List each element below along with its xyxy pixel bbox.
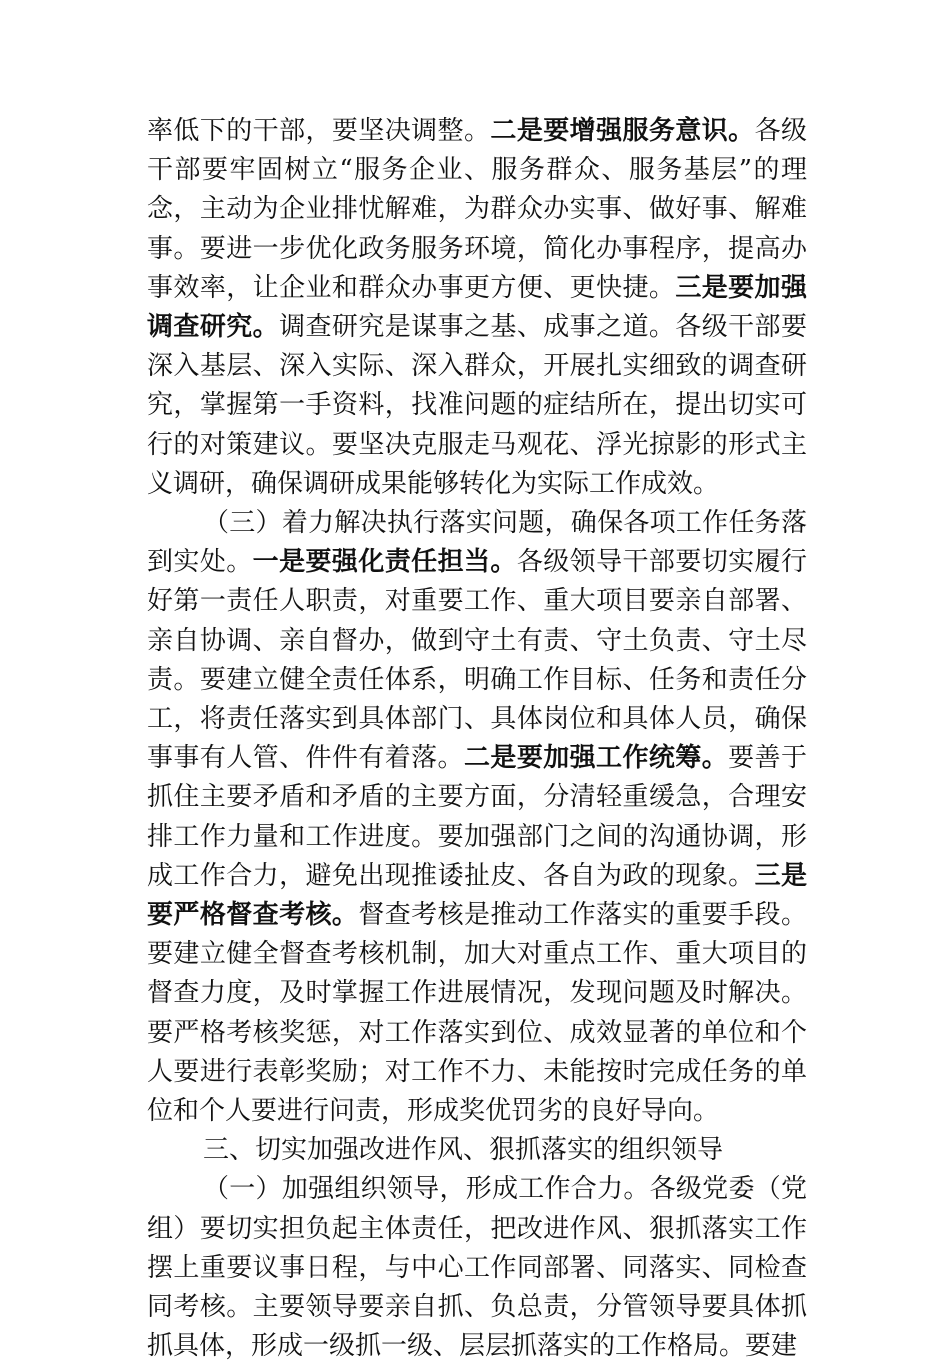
text-run: 率低下的干部，要坚决调整。 (147, 116, 491, 146)
text-run: 各级领导干部要切实履行好第一责任人职责，对重要工作、重大项目要亲自部署、亲自协调、亲自督办，做到守土有责、守土负责、守土尽责。要建立健全责任体系，明确工作目标、任务和责任分工，将责任落实到具体部门、具体岗位和具体人员，确保事事有人管、件件有着落。 (147, 547, 807, 774)
bold-heading-run: 二是要加强工作统筹。 (463, 743, 729, 774)
paragraph-1 (147, 112, 807, 504)
paragraph-3 (147, 1170, 807, 1366)
bold-heading-run: 二是要增强服务意识。 (490, 116, 755, 146)
text-run: 各级干部要牢固树立“服务企业、服务群众、服务基层”的理念，主动为企业排忧解难，为群众办实事、做好事、解难事。要进一步优化政务服务环境，简化办事程序，提高办事效率，让企业和群众办事更方便、更快捷。 (147, 116, 807, 303)
bold-heading-run: 三是要严格督查考核。 (147, 860, 807, 931)
document-page (147, 112, 807, 1367)
section-heading (147, 1131, 807, 1170)
bold-heading-run: 三是要加强调查研究。 (147, 272, 807, 343)
text-run: 调查研究是谋事之基、成事之道。各级干部要深入基层、深入实际、深入群众，开展扎实细致的调查研究，掌握第一手资料，找准问题的症结所在，提出切实可行的对策建议。要坚决克服走马观花、浮光掠影的形式主义调研，确保调研成果能够转化为实际工作成效。 (147, 312, 807, 499)
paragraph-2 (147, 504, 807, 1131)
bold-heading-run: 一是要强化责任担当。 (252, 547, 517, 578)
text-run: 要善于抓住主要矛盾和矛盾的主要方面，分清轻重缓急，合理安排工作力量和工作进度。要加强部门之间的沟通协调，形成工作合力，避免出现推诿扯皮、各自为政的现象。 (147, 743, 807, 891)
text-run: （一）加强组织领导，形成工作合力。各级党委（党组）要切实担负起主体责任，把改进作风、狠抓落实工作摆上重要议事日程，与中心工作同部署、同落实、同检查同考核。主要领导要亲自抓、负总责，分管领导要具体抓抓具体，形成一级抓一级、层层抓落实的工作格局。要建 (147, 1174, 807, 1362)
text-run: （三）着力解决执行落实问题，确保各项工作任务落到实处。 (147, 508, 807, 578)
section-heading-text: 三、切实加强改进作风、狠抓落实的组织领导 (203, 1135, 724, 1166)
text-run: 督查考核是推动工作落实的重要手段。要建立健全督查考核机制，加大对重点工作、重大项目的督查力度，及时掌握工作进展情况，发现问题及时解决。要严格考核奖惩，对工作落实到位、成效显著的单位和个人要进行表彰奖励；对工作不力、未能按时完成任务的单位和个人要进行问责，形成奖优罚劣的良好导向。 (147, 900, 807, 1127)
